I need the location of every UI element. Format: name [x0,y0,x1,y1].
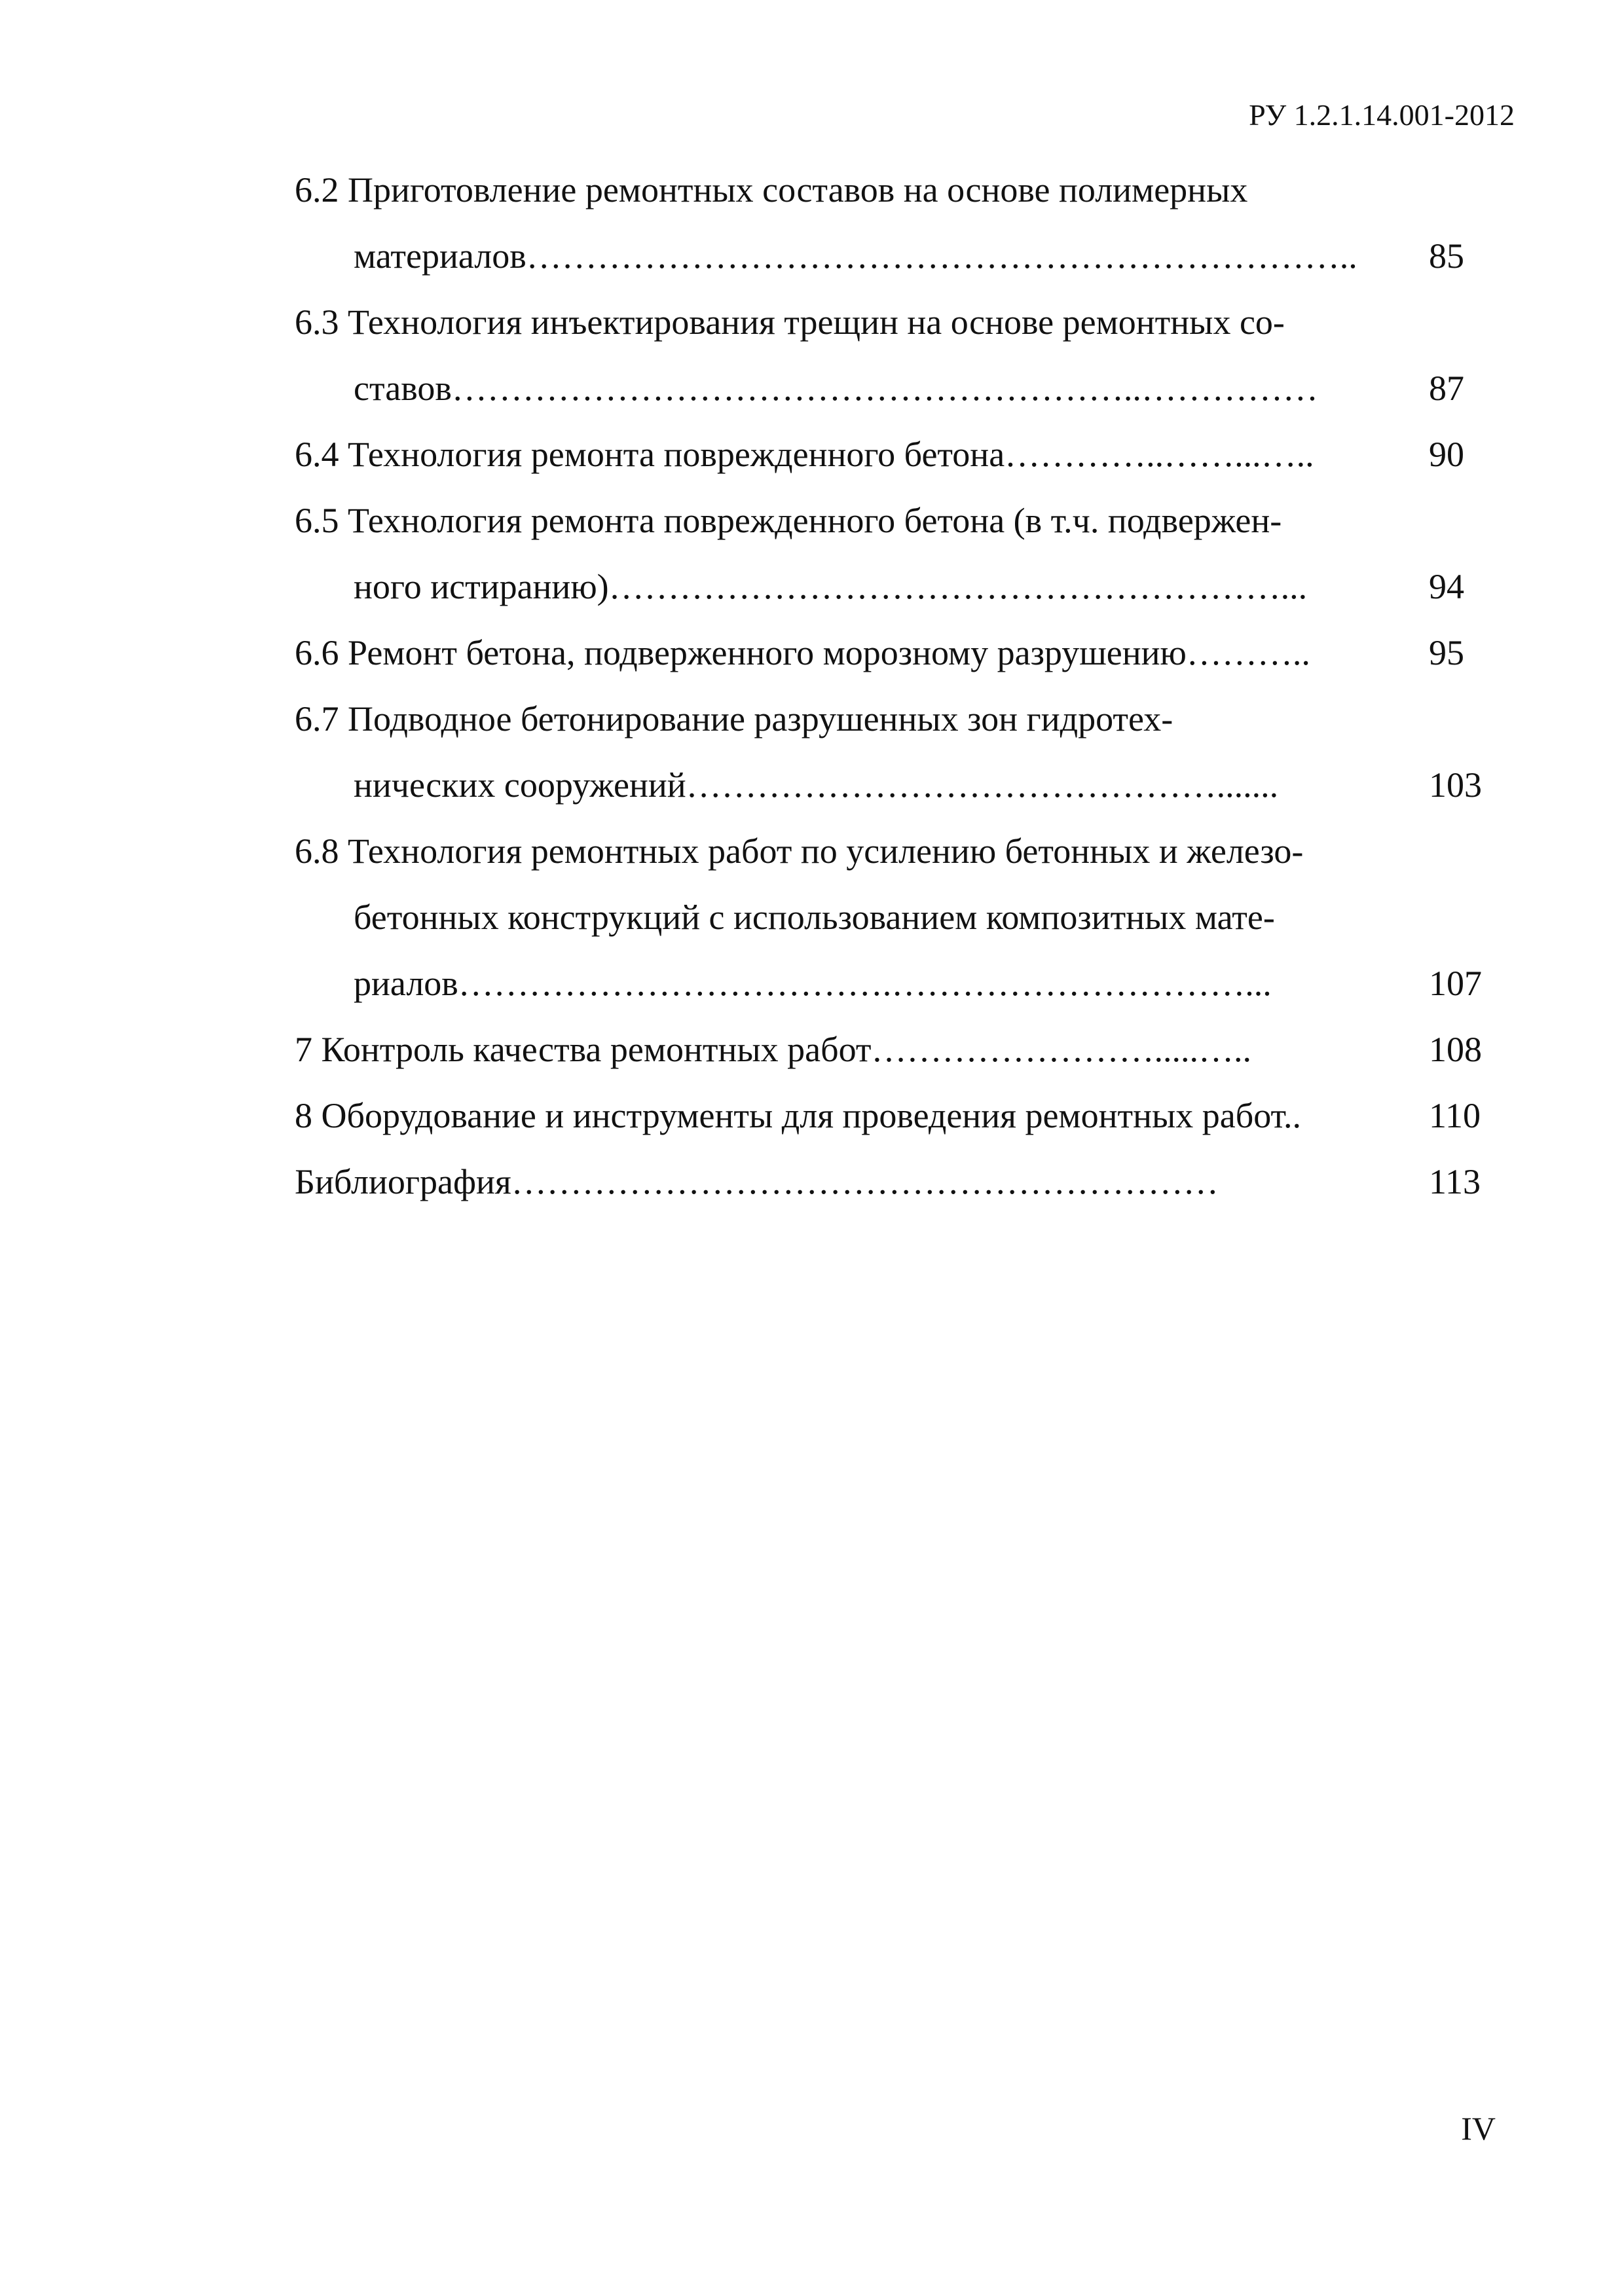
toc-entry-page: 85 [1429,236,1464,276]
toc-entry-text: Библиография…………………………………………………… [295,1162,1219,1201]
table-of-contents [295,172,1486,1230]
toc-line [295,701,1486,767]
toc-entry-text: бетонных конструкций с использованием композитных мате- [354,898,1275,937]
toc-entry-page: 107 [1429,964,1482,1003]
toc-line [295,833,1486,899]
toc-entry-page: 108 [1429,1030,1482,1069]
toc-line [295,899,1486,965]
toc-line [295,767,1486,833]
toc-entry-text: 6.5 Технология ремонта поврежденного бетона (в т.ч. подвержен- [295,501,1282,540]
toc-entry-text: нических сооружений………………………………………....... [354,765,1279,805]
page-number: IV [1461,2110,1496,2147]
toc-entry-page: 87 [1429,369,1464,408]
toc-entry-page: 95 [1429,633,1464,672]
toc-entry-text: риалов……………………………….…………………………... [354,964,1272,1003]
toc-entry-text: 8 Оборудование и инструменты для проведения ремонтных работ.. [295,1096,1302,1135]
toc-line [295,1163,1486,1230]
toc-line [295,304,1486,370]
toc-entry-page: 90 [1429,435,1464,474]
document-code: РУ 1.2.1.14.001-2012 [1249,98,1515,132]
toc-line [295,568,1486,634]
toc-entry-page: 103 [1429,765,1482,805]
toc-line [295,436,1486,502]
toc-entry-text: 7 Контроль качества ремонтных работ…………………….....….. [295,1030,1252,1069]
toc-line [295,634,1486,701]
toc-entry-text: ного истиранию)…………………………………………………... [354,567,1308,606]
toc-entry-text: 6.2 Приготовление ремонтных составов на основе полимерных [295,170,1248,210]
toc-entry-text: 6.6 Ремонт бетона, подверженного морозному разрушению……….. [295,633,1310,672]
toc-entry-page: 94 [1429,567,1464,606]
toc-line [295,238,1486,304]
toc-line [295,502,1486,568]
toc-entry-text: 6.4 Технология ремонта поврежденного бетона…………..……...….. [295,435,1314,474]
toc-line [295,1097,1486,1163]
toc-entry-text: 6.8 Технология ремонтных работ по усилению бетонных и железо- [295,831,1304,871]
toc-entry-text: ставов…………………………………………………..…………… [354,369,1318,408]
toc-entry-page: 110 [1429,1096,1481,1135]
toc-entry-text: 6.3 Технология инъектирования трещин на основе ремонтных со- [295,302,1285,342]
toc-line [295,370,1486,436]
toc-entry-page: 113 [1429,1162,1481,1201]
toc-entry-text: материалов…………………………………………………………….. [354,236,1357,276]
toc-line [295,1031,1486,1097]
toc-line [295,172,1486,238]
toc-entry-text: 6.7 Подводное бетонирование разрушенных зон гидротех- [295,699,1173,738]
toc-line [295,965,1486,1031]
